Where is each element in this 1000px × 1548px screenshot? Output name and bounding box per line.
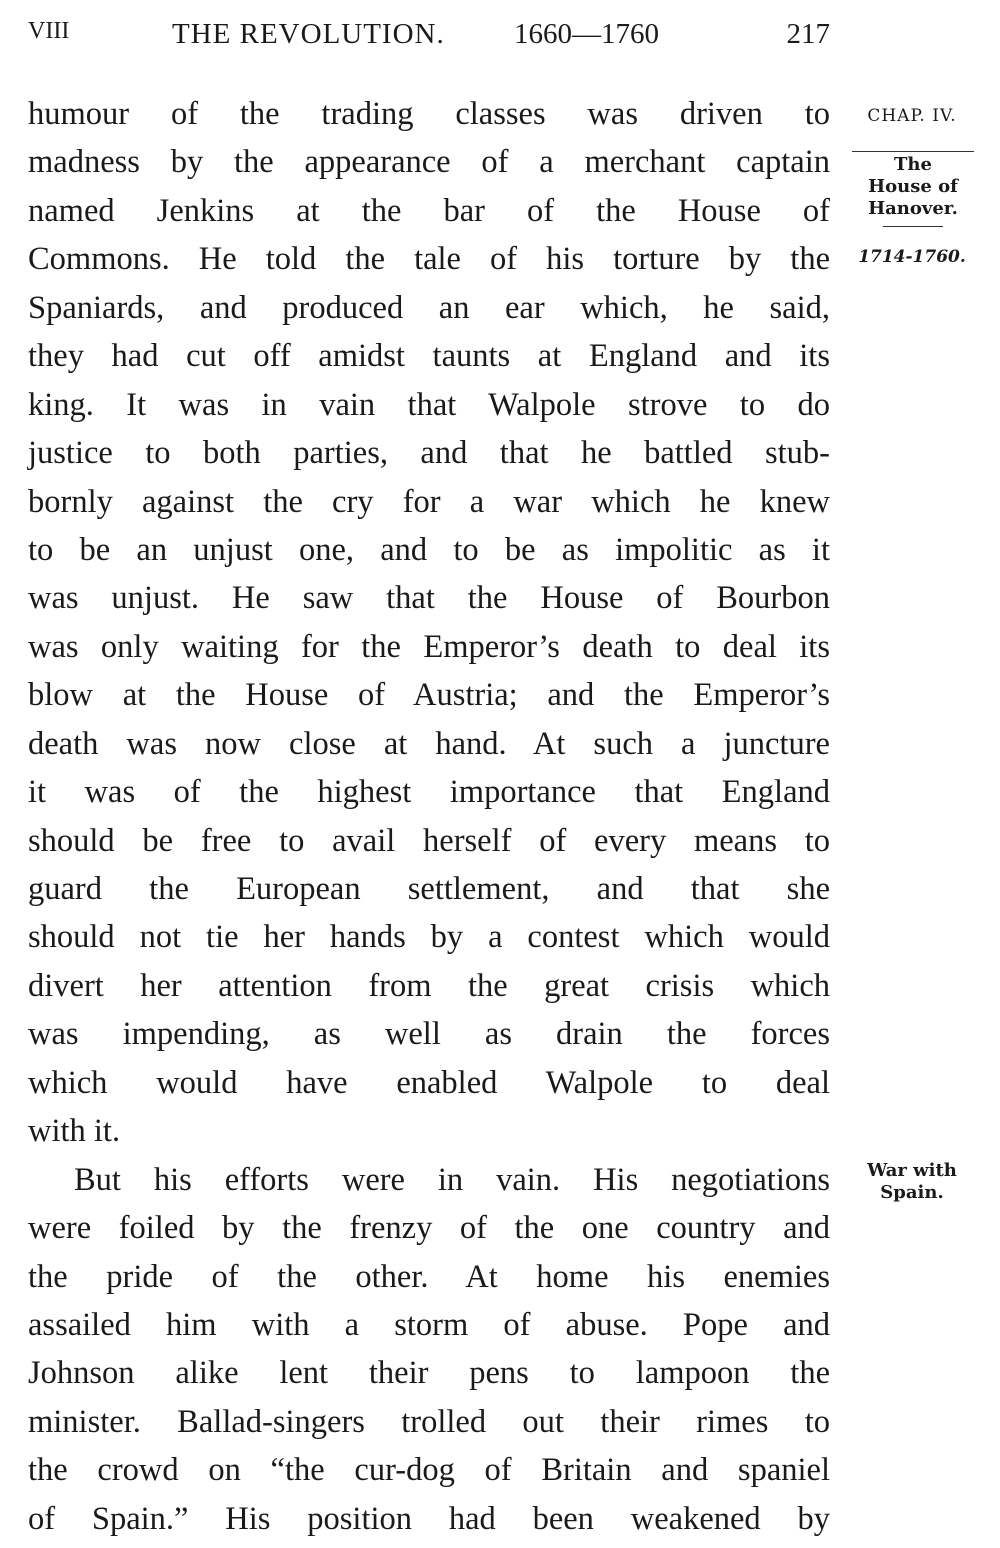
paragraph-start-line: But his efforts were in vain. His negotiations [74, 1161, 830, 1198]
text-line: the crowd on “the cur-dog of Britain and spaniel [28, 1452, 830, 1489]
sidenote-section [852, 151, 974, 227]
sidenote-section-line: House of [868, 176, 958, 197]
text-line: humour of the trading classes was driven to [28, 96, 830, 132]
body-text [28, 90, 830, 1543]
text-line: blow at the House of Austria; and the Emperor’s [28, 677, 830, 714]
text-line: to be an unjust one, and to be as impolitic as it [28, 531, 830, 568]
sidenote-war-line: War with [867, 1160, 957, 1181]
header-title: THE REVOLUTION. [172, 18, 445, 50]
text-line: they had cut off amidst taunts at England and its [28, 338, 830, 375]
text-line: the pride of the other. At home his enemies [28, 1258, 830, 1295]
header-chapter-number: VIII [28, 18, 70, 44]
paragraph-end-line: with it. [28, 1113, 121, 1150]
text-line: assailed him with a storm of abuse. Pope and [28, 1306, 830, 1343]
text-line: king. It was in vain that Walpole strove to do [28, 386, 830, 423]
text-line: Johnson alike lent their pens to lampoon the [28, 1355, 830, 1392]
text-line: divert her attention from the great crisis which [28, 967, 830, 1004]
sidenote-divider [883, 226, 943, 227]
text-line: justice to both parties, and that he battled stub- [28, 435, 830, 472]
text-line: guard the European settlement, and that she [28, 871, 830, 907]
text-line: it was of the highest importance that England [28, 774, 830, 811]
text-line: death was now close at hand. At such a juncture [28, 725, 830, 762]
text-line: was unjust. He saw that the House of Bourbon [28, 580, 830, 617]
sidenote-dates: 1714-1760. [858, 247, 966, 267]
text-line: Commons. He told the tale of his torture by the [28, 241, 830, 278]
sidenote-section-line: The [894, 154, 932, 175]
text-line: was only waiting for the Emperor’s death to deal its [28, 628, 830, 665]
text-line: was impending, as well as drain the forces [28, 1016, 830, 1053]
text-line: should be free to avail herself of every means to [28, 822, 830, 859]
text-line: madness by the appearance of a merchant captain [28, 144, 830, 181]
text-line: were foiled by the frenzy of the one country and [28, 1210, 830, 1247]
sidenote-war-with-spain [852, 1160, 972, 1204]
text-line: minister. Ballad-singers trolled out their rimes to [28, 1403, 830, 1440]
text-line: should not tie her hands by a contest which would [28, 919, 830, 956]
text-line: bornly against the cry for a war which he knew [28, 483, 830, 520]
sidenote-war-line: Spain. [880, 1182, 944, 1203]
header-years: 1660—1760 [514, 18, 659, 50]
text-line: which would have enabled Walpole to deal [28, 1064, 830, 1101]
page-number: 217 [786, 18, 830, 50]
text-line: of Spain.” His position had been weakened by [28, 1500, 830, 1537]
running-header [28, 18, 830, 58]
sidenote-chapter: CHAP. IV. [867, 106, 957, 126]
sidenote-section-line: Hanover. [868, 198, 958, 219]
text-line: named Jenkins at the bar of the House of [28, 192, 830, 229]
text-line: Spaniards, and produced an ear which, he said, [28, 289, 830, 326]
